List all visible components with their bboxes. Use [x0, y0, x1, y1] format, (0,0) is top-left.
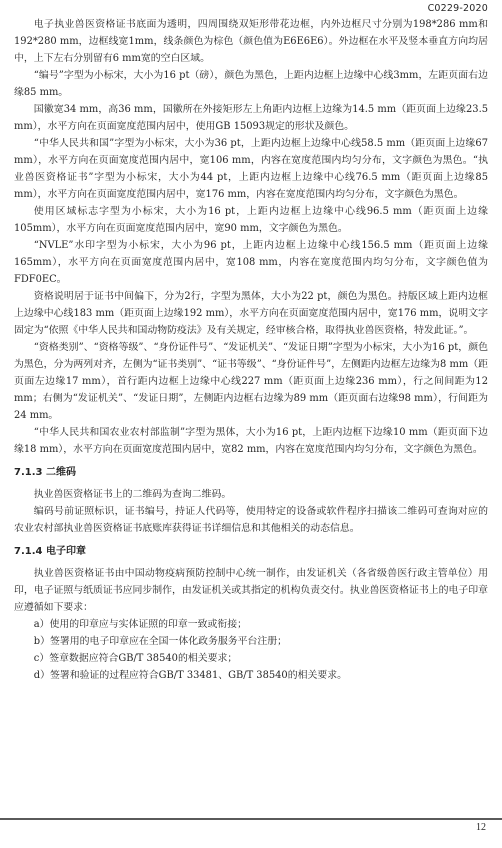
body-paragraph: “中华人民共和国”字型为小标宋，大小为36 pt，上距内边框上边缘中心线58.5 mm（距页面上边缘67 mm），水平方向在页面宽度范围内居中，宽106 mm，内容在宽度范围内均匀分布，文字颜色为黑色。“执业兽医资格证书”字型为小标宋，大小为44 pt，上距内边框上边缘中心线76.5 mm（距页面上边缘85 mm），水平方向在页面宽度范围内居中，宽176 mm，内容在宽度范围内均匀分布，文字颜色为黑色。: [14, 138, 492, 200]
document-body: [14, 16, 492, 684]
list-item: b）签署用的电子印章应在全国一体化政务服务平台注册；: [33, 636, 287, 647]
page-number: 12: [476, 822, 486, 833]
list-item: c）签章数据应符合GB/T 38540的相关要求；: [33, 653, 238, 664]
body-paragraph: “NVLE”水印字型为小标宋，大小为96 pt，上距内边框上边缘中心线156.5 mm（距页面上边缘165mm），水平方向在页面宽度范围内居中，宽108 mm，内容在宽度范围内均匀分布，文字颜色值为FDF0EC。: [14, 240, 488, 285]
body-paragraph: “中华人民共和国农业农村部监制”字型为黑体，大小为16 pt，上距内边框下边缘10 mm（距页面下边缘18 mm），水平方向在页面宽度范围内居中，宽82 mm，内容在宽度范围内均匀分布，文字颜色为黑色。: [14, 427, 488, 455]
body-paragraph: 国徽宽34 mm，高36 mm，国徽所在外接矩形左上角距内边框上边缘为14.5 mm（距页面上边缘23.5 mm），水平方向在页面宽度范围内居中，使用GB 15093规定的形状及颜色。: [14, 104, 492, 132]
body-paragraph: 执业兽医资格证书由中国动物疫病预防控制中心统一制作，由发证机关（各省级兽医行政主管单位）用印，电子证照与纸质证书应同步制作，由发证机关或其指定的机构负责交付。执业兽医资格证书上的电子印章应遵循如下要求：: [14, 568, 489, 613]
body-paragraph: 编码号前证照标识，证书编号，持证人代码等，使用特定的设备或软件程序扫描该二维码可查询对应的农业农村部执业兽医资格证书底账库获得证书详细信息和其他相关的动态信息。: [14, 506, 488, 534]
body-paragraph: “编号”字型为小标宋，大小为16 pt（磅），颜色为黑色，上距内边框上边缘中心线3mm，左距页面右边缘85 mm。: [14, 70, 488, 98]
section-heading: 7.1.4 电子印章: [14, 546, 86, 557]
section-heading: 7.1.3 二维码: [14, 467, 76, 478]
list-item: a）使用的印章应与实体证照的印章一致或衔接；: [33, 619, 248, 630]
list-item: d）签署和验证的过程应符合GB/T 33481、GB/T 38540的相关要求。: [33, 670, 347, 681]
body-paragraph: 电子执业兽医资格证书底面为透明，四周围绕双矩形带花边框，内外边框尺寸分别为198*286 mm和192*280 mm，边框线宽1mm，线条颜色为棕色（颜色值为E6E6E6）。外边框在水平及竖本垂直方向均居中，上下左右分别留有6 mm宽的空白区域。: [14, 19, 488, 64]
body-paragraph: “资格类别”、“资格等级”、“身份证件号”、“发证机关”、“发证日期”字型为小标宋，大小为16 pt，颜色为黑色，分为两列对齐，左侧为“证书类别”、“证书等级”、“身份证件号”，左侧距内边框左边缘为8 mm（距页面左边缘17 mm），首行距内边框上边缘中心线227 mm（距页面上边缘236 mm），行之间间距为12 mm；右侧为“发证机关”、“发证日期”，左侧距内边框右边缘为89 mm（距页面右边缘98 mm），行间距为24 mm。: [14, 342, 492, 421]
body-paragraph: 执业兽医资格证书上的二维码为查询二维码。: [33, 489, 232, 500]
body-paragraph: 使用区域标志字型为小标宋，大小为16 pt，上距内边框上边缘中心线96.5 mm（距页面上边缘105mm），水平方向在页面宽度范围内居中，宽90 mm，文字颜色为黑色。: [14, 206, 488, 234]
footer-rule: [0, 818, 502, 820]
body-paragraph: 资格说明居于证书中间偏下，分为2行，字型为黑体，大小为22 pt，颜色为黑色。持版区域上距内边框上边缘中心线183 mm（距页面上边缘192 mm），水平方向在页面宽度范围内居中，宽176 mm，说明文字固定为“依照《中华人民共和国动物防疫法》及有关规定，经审核合格，取得执业兽医资格，特发此证。”。: [14, 291, 488, 336]
document-code: C0229-2020: [427, 3, 488, 14]
